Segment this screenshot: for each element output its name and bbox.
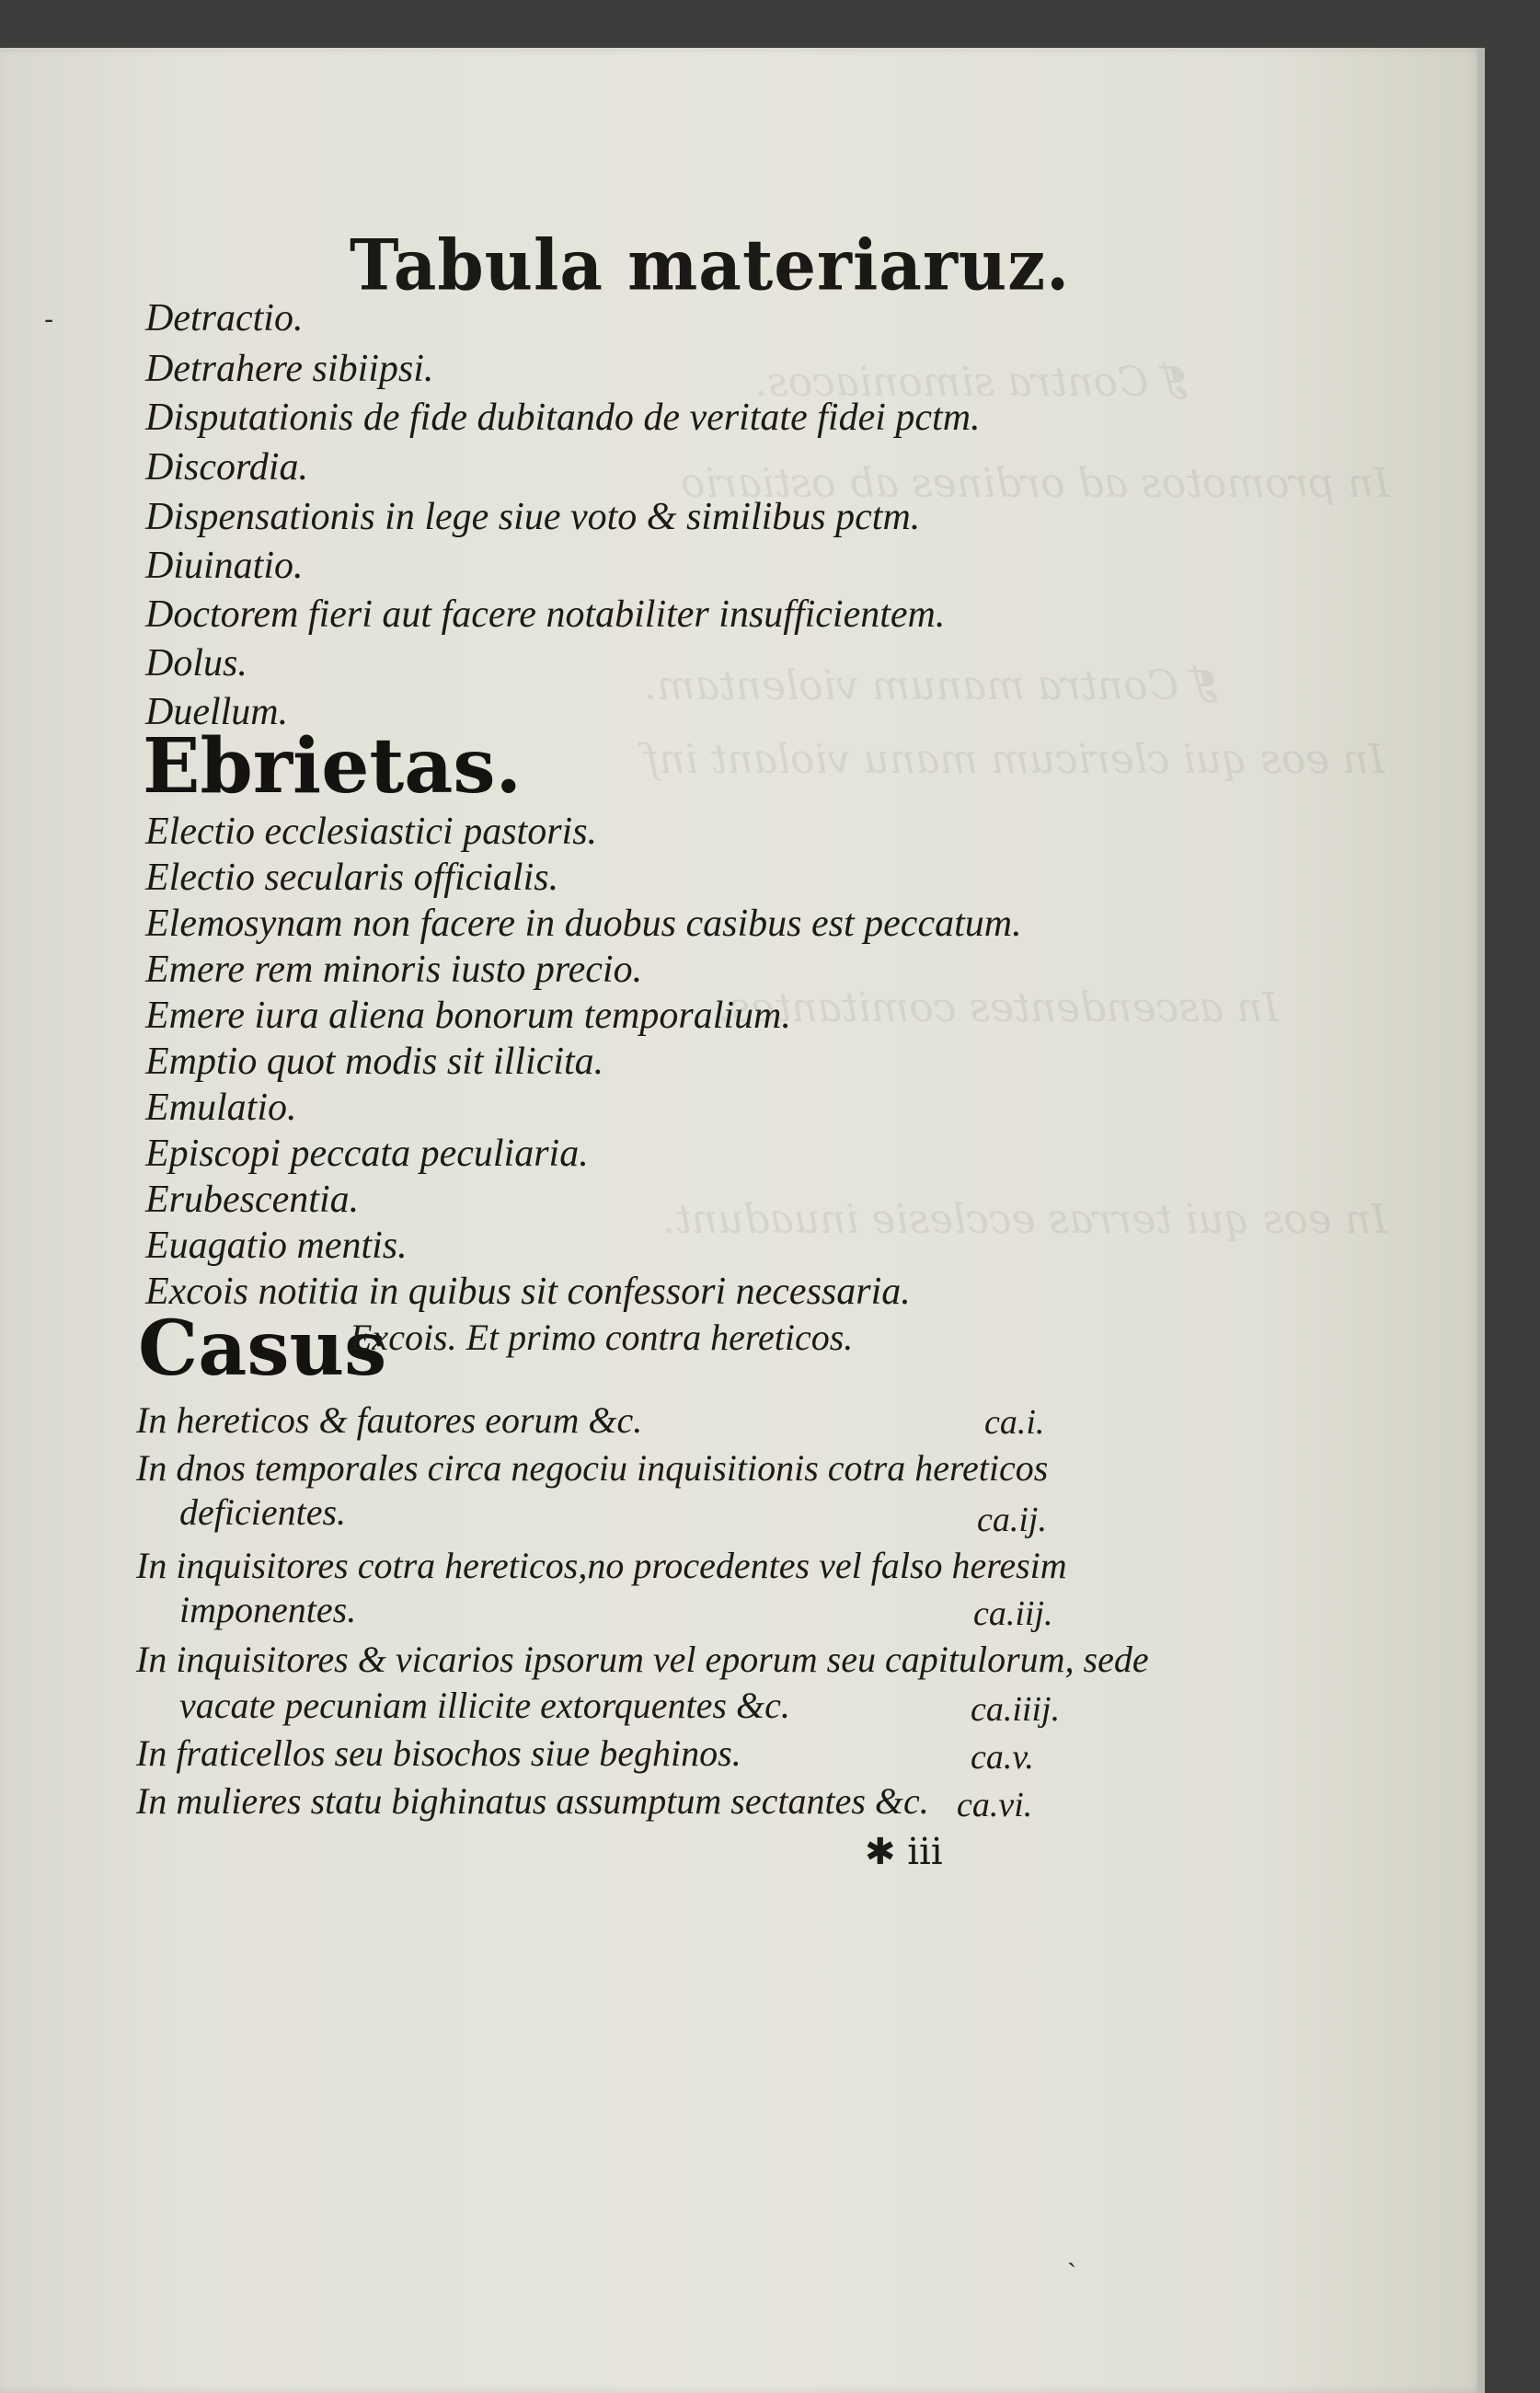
casus-heading: Casus — [138, 1305, 387, 1393]
table-row: In dnos temporales circa negociu inquisitionis cotra hereticos — [136, 1447, 1049, 1489]
list-item: Detrahere sibiipsi. — [145, 348, 434, 390]
list-item: Dolus. — [145, 642, 247, 685]
list-item: Electio secularis officialis. — [145, 857, 559, 899]
table-row: In hereticos & fautores eorum &c. — [136, 1399, 643, 1441]
list-item: Emulatio. — [145, 1087, 297, 1129]
show-through: In eos qui terras ecclesie inuadunt. — [662, 1196, 1387, 1243]
signature-mark: ✱ iii — [865, 1831, 943, 1873]
show-through: In ascendentes comitantes. — [718, 984, 1279, 1031]
chapter-ref: ca.iij. — [973, 1594, 1053, 1633]
list-item: Electio ecclesiastici pastoris. — [145, 811, 598, 853]
list-item: Elemosynam non facere in duobus casibus est peccatum. — [145, 903, 1022, 945]
section-heading-e: Ebrietas. — [143, 722, 523, 811]
page-edge — [1477, 48, 1485, 2393]
table-row: In inquisitores & vicarios ipsorum vel eporum seu capitulorum, sede — [136, 1639, 1149, 1680]
list-item: Emere iura aliena bonorum temporalium. — [145, 995, 791, 1037]
list-item: Duellum. — [145, 691, 289, 733]
list-item: Emere rem minoris iusto precio. — [145, 949, 643, 991]
list-item: Erubescentia. — [145, 1179, 360, 1221]
margin-dot: - — [44, 304, 54, 336]
list-item: Detractio. — [145, 297, 304, 339]
table-row: vacate pecuniam illicite extorquentes &c. — [179, 1685, 790, 1726]
table-row: In mulieres statu bighinatus assumptum sectantes &c. — [136, 1780, 929, 1822]
list-item: Dispensationis in lege siue voto & similibus pctm. — [145, 496, 921, 538]
list-item: Diuinatio. — [145, 545, 304, 587]
list-item: Excois notitia in quibus sit confessori necessaria. — [145, 1271, 911, 1313]
show-through: In promotos ad ordines ab ostiario — [681, 460, 1390, 507]
chapter-ref: ca.i. — [984, 1403, 1045, 1442]
table-row: imponentes. — [179, 1589, 357, 1630]
chapter-ref: ca.iiij. — [971, 1690, 1061, 1729]
list-item: Euagatio mentis. — [145, 1225, 408, 1267]
list-item: Discordia. — [145, 446, 308, 489]
show-through: ❡ Contra simoniacos. — [754, 359, 1196, 406]
list-item: Doctorem fieri aut facere notabiliter insufficientem. — [145, 593, 946, 636]
table-row: In inquisitores cotra hereticos,no procedentes vel falso heresim — [136, 1545, 1067, 1586]
page-title: Tabula materiaruz. — [350, 223, 1071, 306]
casus-subheading: Excois. Et primo contra hereticos. — [350, 1317, 854, 1358]
list-item: Disputationis de fide dubitando de veritate fidei pctm. — [145, 397, 981, 439]
chapter-ref: ca.ij. — [977, 1501, 1047, 1539]
table-row: In fraticellos seu bisochos siue beghinos. — [136, 1732, 741, 1774]
show-through: ❡ Contra manum violentam. — [644, 662, 1226, 709]
chapter-ref: ca.vi. — [957, 1786, 1033, 1824]
table-row: deficientes. — [179, 1491, 347, 1533]
margin-dot: ˴ — [1067, 2245, 1076, 2277]
chapter-ref: ca.v. — [971, 1738, 1034, 1777]
list-item: Episcopi peccata peculiaria. — [145, 1133, 589, 1175]
show-through: In eos qui clericum manu violant inf — [644, 736, 1385, 783]
list-item: Emptio quot modis sit illicita. — [145, 1041, 604, 1083]
